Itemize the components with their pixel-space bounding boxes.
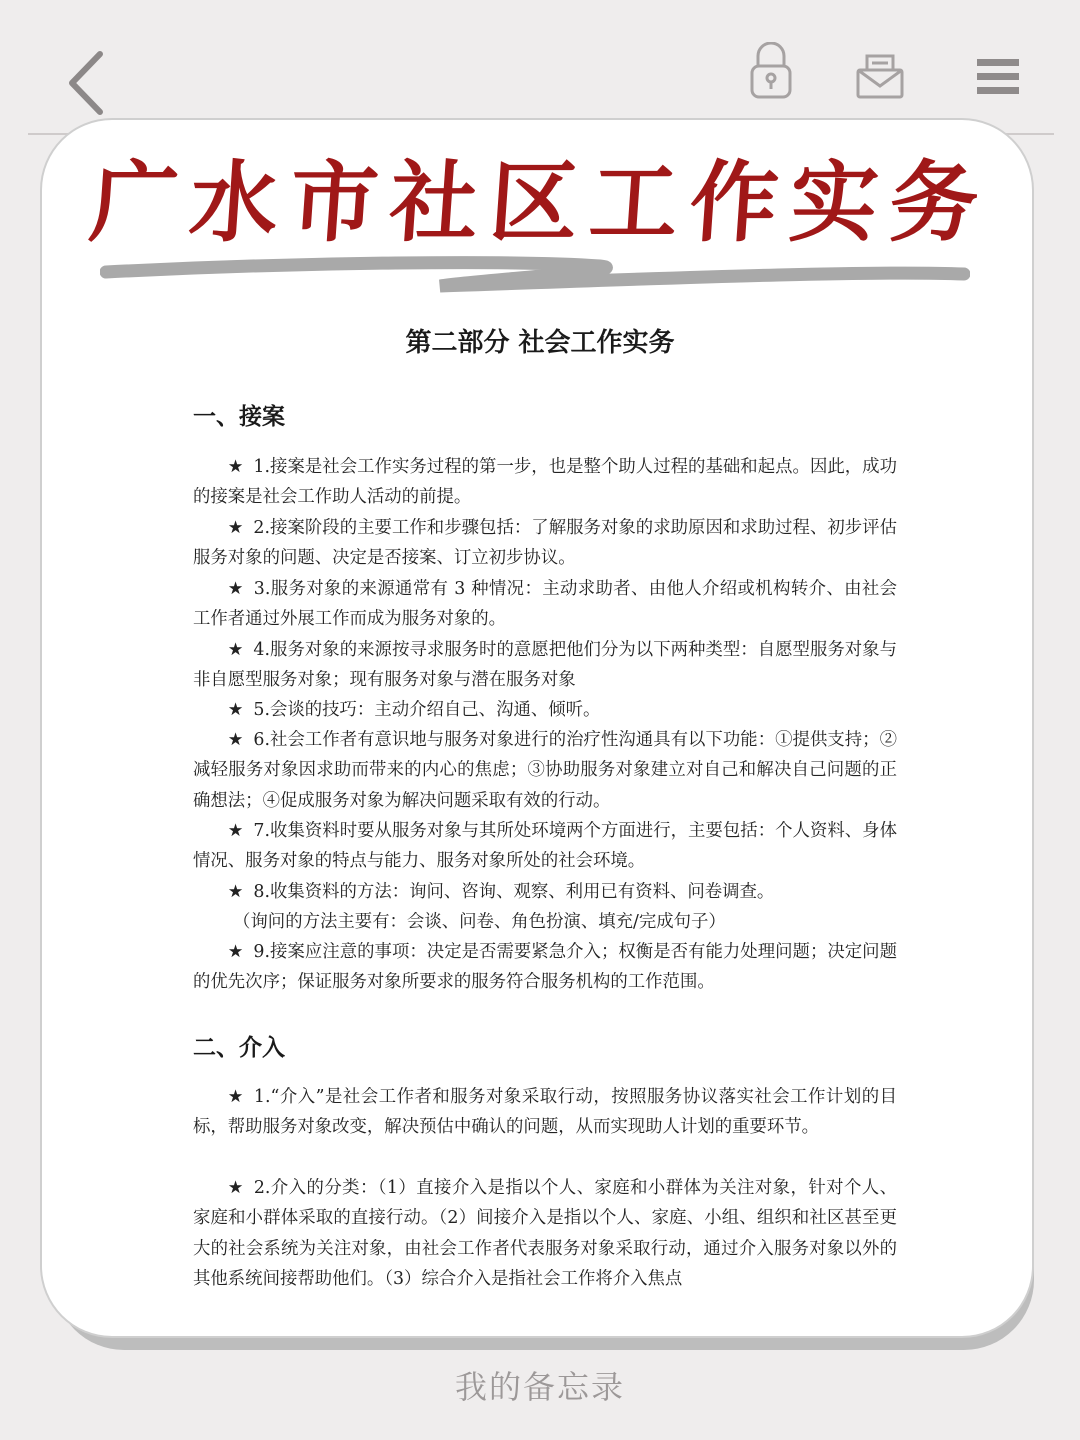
paragraph: ★ 1.接案是社会工作实务过程的第一步，也是整个助人过程的基础和起点。因此，成功的接案是社会工作助人活动的前提。 xyxy=(193,457,897,508)
paragraph: ★ 4.服务对象的来源按寻求服务时的意愿把他们分为以下两种类型：自愿型服务对象与非自愿型服务对象；现有服务对象与潜在服务对象 xyxy=(193,640,897,691)
paragraph: ★ 2.接案阶段的主要工作和步骤包括：了解服务对象的求助原因和求助过程、初步评估服务对象的问题、决定是否接案、订立初步协议。 xyxy=(193,518,897,569)
paragraph-note: （询问的方法主要有：会谈、问卷、角色扮演、填充/完成句子） xyxy=(233,912,726,932)
star-icon: ★ xyxy=(227,730,244,750)
document-heading: 第二部分 社会工作实务 xyxy=(405,328,675,358)
paragraph: ★ 8.收集资料的方法：询问、咨询、观察、利用已有资料、问卷调查。 xyxy=(227,882,775,902)
section-title-intervention: 二、介入 xyxy=(193,1035,285,1061)
paragraph: ★ 9.接案应注意的事项：决定是否需要紧急介入；权衡是否有能力处理问题；决定问题的优先次序；保证服务对象所要求的服务符合服务机构的工作范围。 xyxy=(193,942,897,993)
star-icon: ★ xyxy=(227,1087,244,1107)
paragraph: ★ 2.介入的分类：（1）直接介入是指以个人、家庭和小群体为关注对象，针对个人、家庭和小群体采取的直接行动。（2）间接介入是指以个人、家庭、小组、组织和社区甚至更大的社会系统为关注对象，由社会工作者代表服务对象采取行动，通过介入服务对象以外的其他系统间接帮助他们。（3）综合介入是指社会工作将介入焦点 xyxy=(193,1178,897,1289)
star-icon: ★ xyxy=(227,640,244,660)
mail-button[interactable] xyxy=(855,52,905,100)
mail-icon xyxy=(855,52,905,100)
paragraph: ★ 5.会谈的技巧：主动介绍自己、沟通、倾听。 xyxy=(227,700,601,720)
star-icon: ★ xyxy=(227,579,244,599)
star-icon: ★ xyxy=(227,942,244,962)
paragraph: ★ 3.服务对象的来源通常有 3 种情况：主动求助者、由他人介绍或机构转介、由社会工作者通过外展工作而成为服务对象的。 xyxy=(193,579,898,630)
title-underline xyxy=(100,250,970,300)
star-icon: ★ xyxy=(227,821,244,841)
menu-icon xyxy=(975,56,1021,98)
chevron-left-icon xyxy=(62,48,112,118)
star-icon: ★ xyxy=(227,1178,244,1198)
paragraph: ★ 6.社会工作者有意识地与服务对象进行的治疗性沟通具有以下功能：①提供支持；②减轻服务对象因求助而带来的内心的焦虑；③协助服务对象建立对自己和解决自己问题的正确想法；④促成服务对象为解决问题采取有效的行动。 xyxy=(193,730,897,811)
lock-icon xyxy=(748,42,794,100)
footer-label: 我的备忘录 xyxy=(454,1368,625,1406)
paragraph: ★ 1.“介入”是社会工作者和服务对象采取行动，按照服务协议落实社会工作计划的目标，帮助服务对象改变，解决预估中确认的问题，从而实现助人计划的重要环节。 xyxy=(193,1087,897,1138)
star-icon: ★ xyxy=(227,700,244,720)
star-icon: ★ xyxy=(227,518,244,538)
back-button[interactable] xyxy=(62,48,112,118)
star-icon: ★ xyxy=(227,457,244,477)
section-title-intake: 一、接案 xyxy=(193,404,285,430)
paragraph: ★ 7.收集资料时要从服务对象与其所处环境两个方面进行，主要包括：个人资料、身体情况、服务对象的特点与能力、服务对象所处的社会环境。 xyxy=(193,821,897,872)
star-icon: ★ xyxy=(227,882,244,902)
lock-button[interactable] xyxy=(748,42,794,100)
menu-button[interactable] xyxy=(975,56,1021,98)
note-title: 广水市社区工作实务 xyxy=(86,151,994,254)
